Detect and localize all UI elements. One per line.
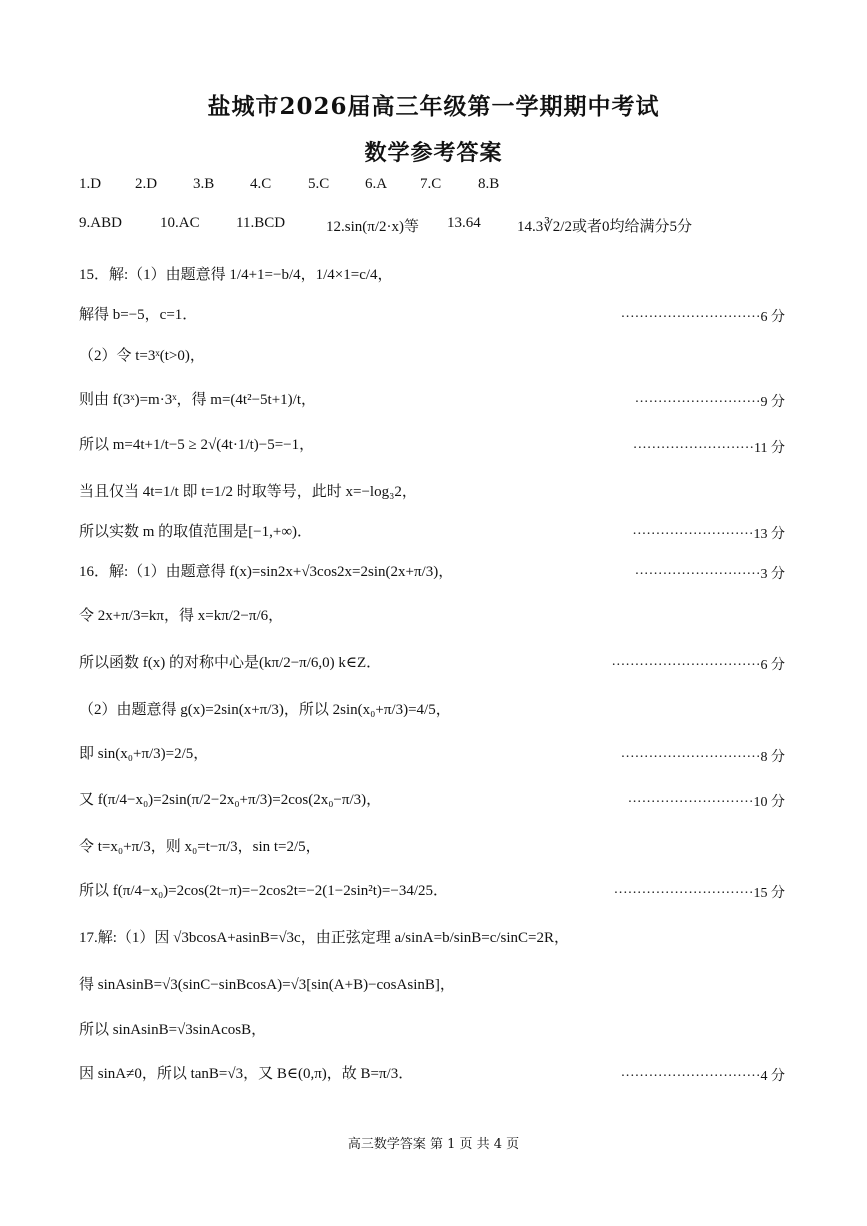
score-mark: ··························11 分 (632, 441, 785, 456)
solution-line: 令 2x+π/3=kπ，得 x=kπ/2−π/6， (79, 608, 284, 624)
choice-answer: 6.A (365, 176, 388, 192)
solution-line: 令 t=x₀+π/3，则 x₀=t−π/3，sin t=2/5， (79, 839, 321, 855)
score-value: 10 分 (753, 795, 785, 810)
score-mark: ······························4 分 (620, 1069, 785, 1084)
score-value: 15 分 (753, 886, 785, 901)
fill-answer-12: 12.sin(π/2·x)等 (326, 219, 419, 235)
choice-answer: 3.B (193, 176, 215, 192)
solution-line: 17.解:（1）因 √3bcosA+asinB=√3c，由正弦定理 a/sinA=b/sinB=c/sinC=2R， (79, 930, 570, 946)
score-mark: ······························8 分 (620, 750, 785, 765)
solution-line: 得 sinAsinB=√3(sinC−sinBcosA)=√3[sin(A+B)−cosAsinB]， (79, 977, 455, 993)
solution-line: 所以 f(π/4−x₀)=2cos(2t−π)=−2cos2t=−2(1−2sin²t)=−34/25． (79, 883, 449, 899)
fill-answer-9: 9.ABD (79, 215, 122, 231)
solution-line: 所以函数 f(x) 的对称中心是(kπ/2−π/6,0) k∈Z． (79, 655, 382, 671)
fill-answer-11: 11.BCD (236, 215, 286, 231)
solution-line: （2）令 t=3ˣ(t>0)， (79, 348, 205, 364)
solution-line: 所以 m=4t+1/t−5 ≥ 2√(4t·1/t)−5=−1， (79, 437, 315, 453)
solution-line: 15．解:（1）由题意得 1/4+1=−b/4，1/4×1=c/4， (79, 267, 393, 283)
score-mark: ···························9 分 (634, 395, 785, 410)
solution-line: （2）由题意得 g(x)=2sin(x+π/3)，所以 2sin(x₀+π/3)=4/5， (79, 702, 451, 718)
choice-answer: 8.B (478, 176, 500, 192)
fill-answer-10: 10.AC (160, 215, 200, 231)
solution-line: 16．解:（1）由题意得 f(x)=sin2x+√3cos2x=2sin(2x+π/3)， (79, 564, 454, 580)
page-title: 盐城市2026届高三年级第一学期期中考试 (207, 93, 660, 120)
score-mark: ···························3 分 (634, 567, 785, 582)
choice-answer: 4.C (250, 176, 272, 192)
solution-line: 当且仅当 4t=1/t 即 t=1/2 时取等号，此时 x=−log₃2， (79, 484, 417, 500)
fill-answer-14: 14.3∛2/2或者0均给满分5分 (517, 219, 692, 235)
page-footer: 高三数学答案 第 1 页 共 4 页 (347, 1137, 520, 1152)
score-value: 13 分 (753, 527, 785, 542)
solution-line: 解得 b=−5，c=1． (79, 307, 198, 323)
solution-line: 即 sin(x₀+π/3)=2/5， (79, 746, 209, 762)
score-value: 9 分 (760, 395, 785, 410)
score-mark: ······························15 分 (613, 886, 785, 901)
score-value: 8 分 (760, 750, 785, 765)
page-subtitle: 数学参考答案 (364, 140, 503, 166)
score-mark: ······························6 分 (620, 310, 785, 325)
solution-line: 所以实数 m 的取值范围是[−1,+∞)． (79, 524, 313, 540)
score-value: 11 分 (754, 441, 785, 456)
choice-answer: 7.C (420, 176, 442, 192)
score-mark: ································6 分 (611, 658, 785, 673)
choice-answer: 5.C (308, 176, 330, 192)
fill-answer-13: 13.64 (447, 215, 481, 231)
solution-line: 所以 sinAsinB=√3sinAcosB， (79, 1022, 267, 1038)
score-value: 3 分 (760, 567, 785, 582)
choice-answer: 2.D (135, 176, 158, 192)
score-mark: ··························13 分 (632, 527, 785, 542)
score-mark: ···························10 分 (627, 795, 785, 810)
solution-line: 则由 f(3ˣ)=m·3ˣ，得 m=(4t²−5t+1)/t， (79, 392, 316, 408)
score-value: 6 分 (760, 310, 785, 325)
solution-line: 因 sinA≠0，所以 tanB=√3，又 B∈(0,π)，故 B=π/3． (79, 1066, 414, 1082)
score-value: 4 分 (760, 1069, 785, 1084)
score-value: 6 分 (760, 658, 785, 673)
choice-answer: 1.D (79, 176, 102, 192)
solution-line: 又 f(π/4−x₀)=2sin(π/2−2x₀+π/3)=2cos(2x₀−π/3)， (79, 792, 382, 808)
